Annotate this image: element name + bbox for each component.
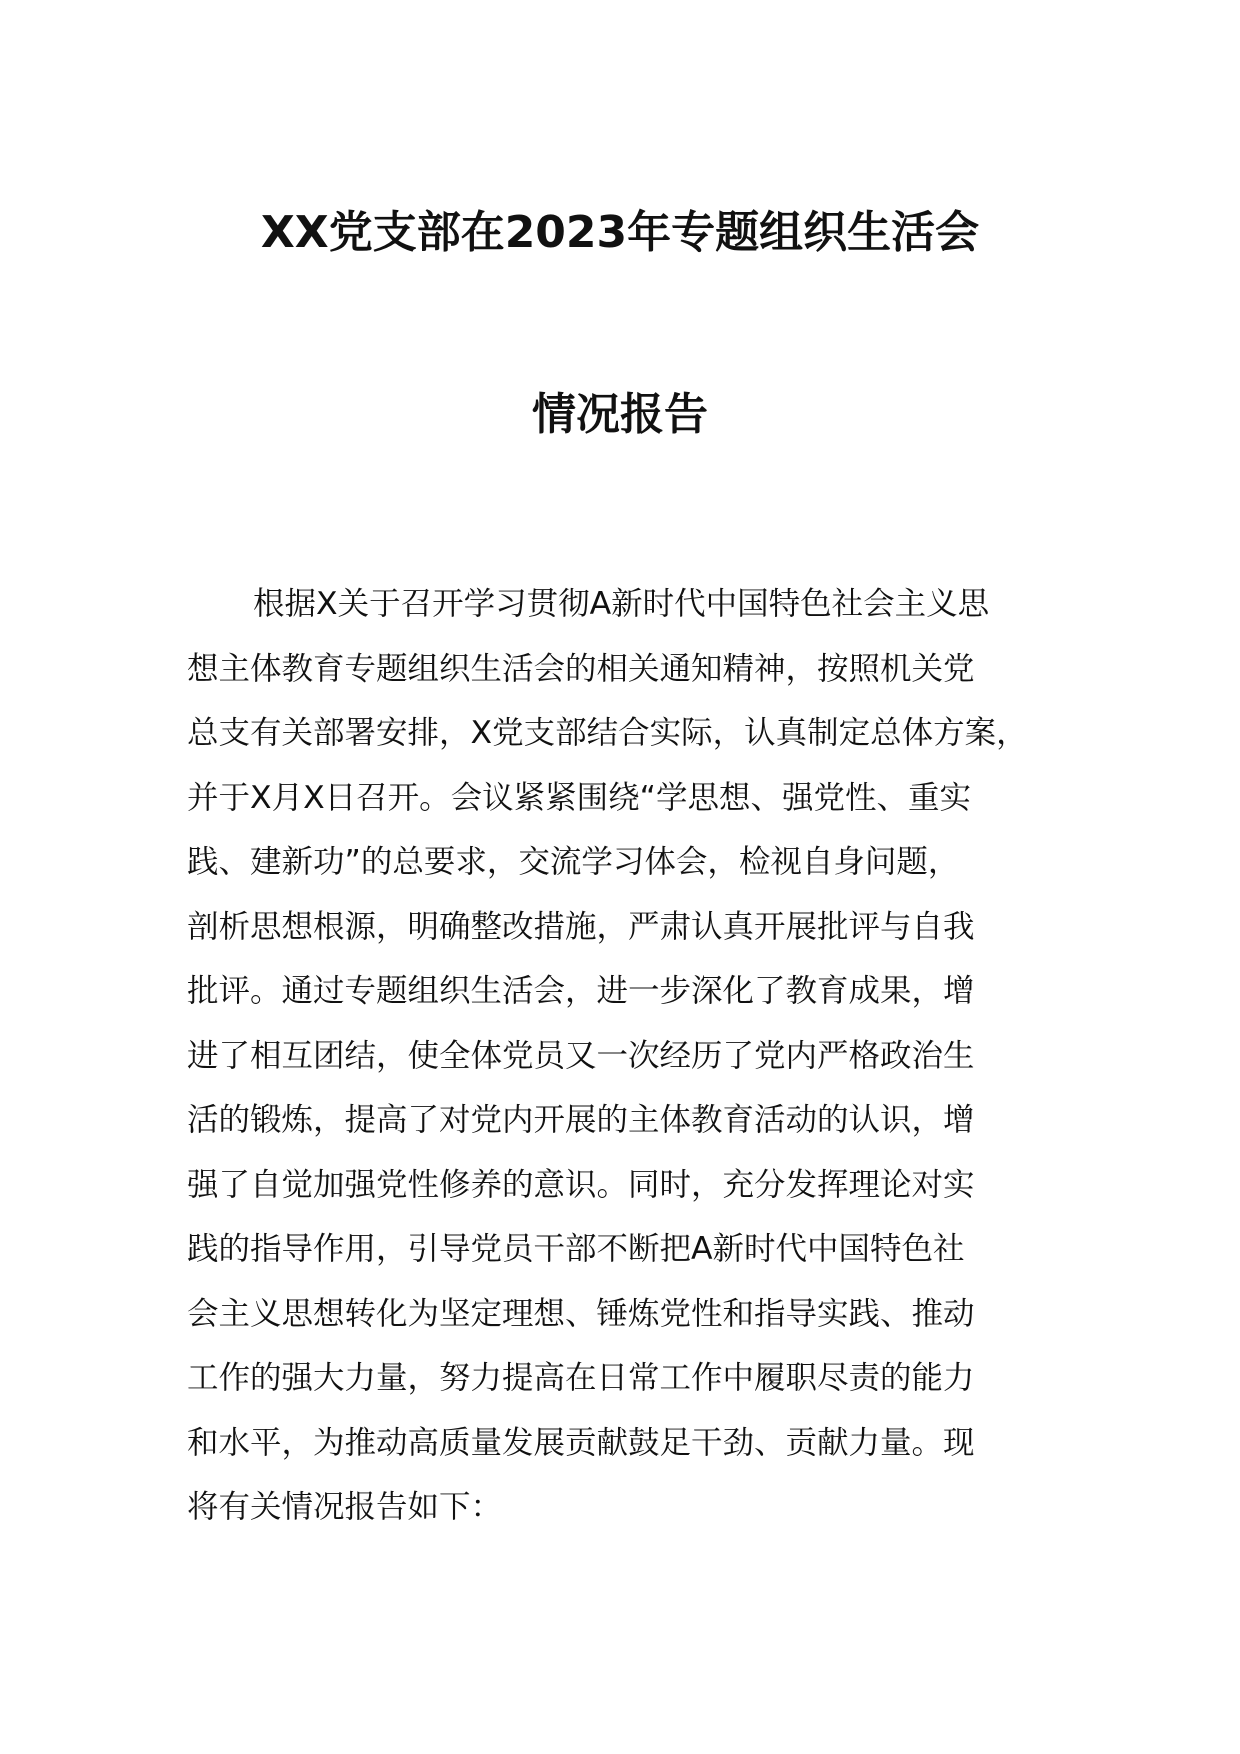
paragraph-line: 总支有关部署安排，X党支部结合实际，认真制定总体方案， xyxy=(187,715,1028,751)
paragraph-line: 践的指导作用，引导党员干部不断把A新时代中国特色社 xyxy=(187,1231,965,1267)
paragraph-line: 想主体教育专题组织生活会的相关通知精神，按照机关党 xyxy=(187,650,975,687)
document-title-line-2: 情况报告 xyxy=(532,389,708,440)
paragraph-line: 践、建新功”的总要求，交流学习体会，检视自身问题， xyxy=(187,844,960,880)
paragraph-line: 进了相互团结，使全体党员又一次经历了党内严格政治生 xyxy=(187,1037,975,1074)
paragraph-line: 根据X关于召开学习贯彻A新时代中国特色社会主义思 xyxy=(253,586,990,622)
document-title-line-1: XX党支部在2023年专题组织生活会 xyxy=(260,207,980,258)
paragraph-line: 将有关情况报告如下： xyxy=(187,1489,503,1525)
paragraph-line: 活的锻炼，提高了对党内开展的主体教育活动的认识，增 xyxy=(187,1102,975,1138)
paragraph-line: 批评。通过专题组织生活会，进一步深化了教育成果，增 xyxy=(187,973,975,1009)
paragraph-line: 强了自觉加强党性修养的意识。同时，充分发挥理论对实 xyxy=(187,1166,975,1203)
paragraph-line: 工作的强大力量，努力提高在日常工作中履职尽责的能力 xyxy=(187,1360,975,1396)
body-paragraph xyxy=(187,572,1067,1540)
paragraph-line: 剖析思想根源，明确整改措施，严肃认真开展批评与自我 xyxy=(187,908,975,945)
paragraph-line: 并于X月X日召开。会议紧紧围绕“学思想、强党性、重实 xyxy=(187,779,971,816)
paragraph-line: 和水平，为推动高质量发展贡献鼓足干劲、贡献力量。现 xyxy=(187,1424,975,1461)
paragraph-line: 会主义思想转化为坚定理想、锤炼党性和指导实践、推动 xyxy=(187,1295,975,1332)
